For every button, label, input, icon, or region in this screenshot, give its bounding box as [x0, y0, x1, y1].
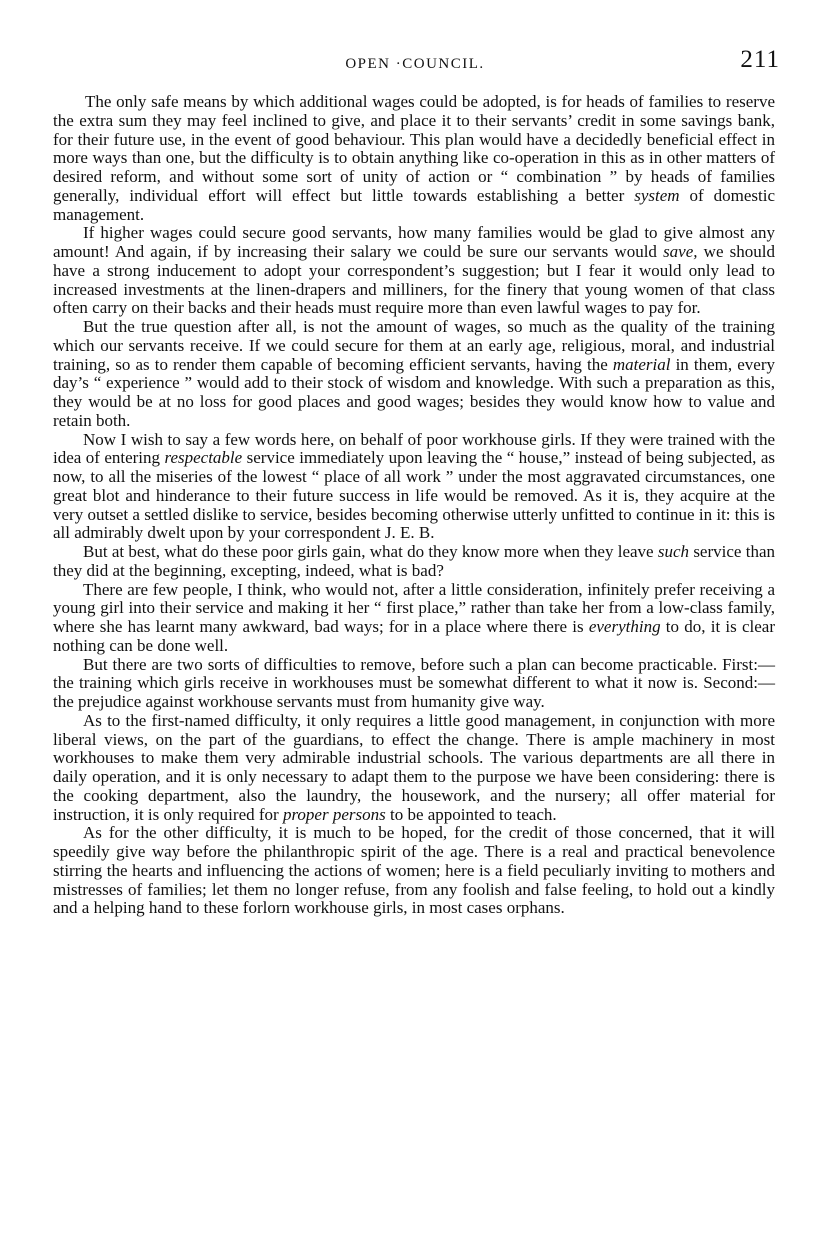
text-run: to be appointed to teach.: [385, 804, 557, 824]
italic-run: system: [634, 185, 680, 205]
text-run: There are few people, I think, who would not, after a little consideration, infinitely prefer receiving a young girl into their service and making it her “ first place,” rather than take her from a low-class family, where she has learnt many awkward, bad ways; for in a place where there is: [53, 579, 775, 636]
italic-run: respectable: [164, 448, 243, 468]
article-body: [53, 93, 775, 918]
text-run: Now I wish to say a few words here, on behalf of poor workhouse girls. If they were trained with the idea of entering: [53, 429, 775, 468]
italic-run: such: [657, 542, 690, 561]
paragraph: [53, 712, 775, 825]
italic-run: proper persons: [282, 804, 386, 824]
paragraph: [53, 656, 775, 712]
text-run: we should have a strong inducement to adopt your correspondent’s suggestion; but I fear it would only lead to increased investments at the linen-drapers and milliners, for the finery that young women of that class often carry on their backs and their heads must require more than even lawful wages to pay for.: [53, 242, 775, 318]
text-run: If higher wages could secure good servants, how many families would be glad to give almost any amount! And again, if by increasing their salary we could be sure our servants would: [53, 223, 775, 261]
page-header: [50, 44, 780, 80]
italic-run: save,: [663, 242, 698, 261]
text-run: As for the other difficulty, it is much to be hoped, for the credit of those concerned, that it will speedily give way before the philanthropic spirit of the age. There is a real and practical benevolence stirring the hearts and influencing the actions of women; here is a field peculiarly inviting to mothers and mistresses of families; let them no longer refuse, from any foolish and false feeling, to hold out a kindly and a helping hand to these forlorn workhouse girls, in most cases orphans.: [53, 823, 775, 918]
paragraph: [53, 318, 775, 431]
text-run: service immediately upon leaving the “ house,” instead of being subjected, as now, to all the miseries of the lowest “ place of all work ” under the most aggravated circumstances, one great blot and hinderance to their future success in life would be removed. As it is, they acquire at the very outset a settled dislike to service, besides becoming otherwise utterly unfitted to continue in it: this is all admirably dwelt upon by your correspondent J. E. B.: [53, 448, 775, 543]
text-run: But there are two sorts of difficulties to remove, before such a plan can become practicable. First:—the training which girls receive in workhouses must be somewhat different to what it now is. Second:—the prejudice against workhouse servants must from humanity give way.: [53, 654, 775, 711]
running-head: OPEN ·COUNCIL.: [345, 56, 485, 72]
text-run: service than they did at the beginning, excepting, indeed, what is bad?: [53, 542, 775, 580]
text-run: to do, it is clear nothing can be done well.: [53, 617, 776, 655]
italic-run: material: [612, 354, 671, 374]
italic-run: everything: [588, 617, 661, 636]
paragraph: [53, 224, 775, 318]
text-run: But the true question after all, is not the amount of wages, so much as the quality of the training which our servants receive. If we could secure for them at an early age, religious, moral, and industrial training, so as to render them capable of becoming efficient servants, having the: [53, 317, 775, 374]
text-run: As to the first-named difficulty, it only requires a little good management, in conjunction with more liberal views, on the part of the guardians, to effect the change. There is ample machinery in most workhouses to make them very admirable industrial schools. The various departments are all there in daily operation, and it is only necessary to adapt them to the purpose we have been considering: there is the cooking department, also the laundry, the housework, and the nursery; all offer material for instruction, it is only required for: [53, 710, 775, 824]
text-run: But at best, what do these poor girls gain, what do they know more when they leave: [83, 542, 658, 561]
page-number: 211: [740, 46, 780, 73]
text-run: The only safe means by which additional wages could be adopted, is for heads of families to reserve the extra sum they may feel inclined to give, and place it to their servants’ credit in some savings bank, for their future use, in the event of good behaviour. This plan would have a decidedly beneficial effect in more ways than one, but the difficulty is to obtain anything like co-operation in this as in other matters of desired reform, and without some sort of unity of action or “ combination ” by heads of families generally, individual effort will effect but little towards establishing a better: [53, 92, 775, 205]
paragraph: [53, 431, 775, 544]
paragraph: [53, 93, 775, 224]
paragraph: [53, 543, 775, 581]
text-run: in them, every day’s “ experience ” would add to their stock of wisdom and knowledge. With such a preparation as this, they would be at no loss for good places and good wages; besides they would know how to value and retain both.: [53, 354, 776, 430]
paragraph: [53, 824, 775, 918]
text-run: of domestic management.: [53, 185, 775, 224]
paragraph: [53, 581, 775, 656]
